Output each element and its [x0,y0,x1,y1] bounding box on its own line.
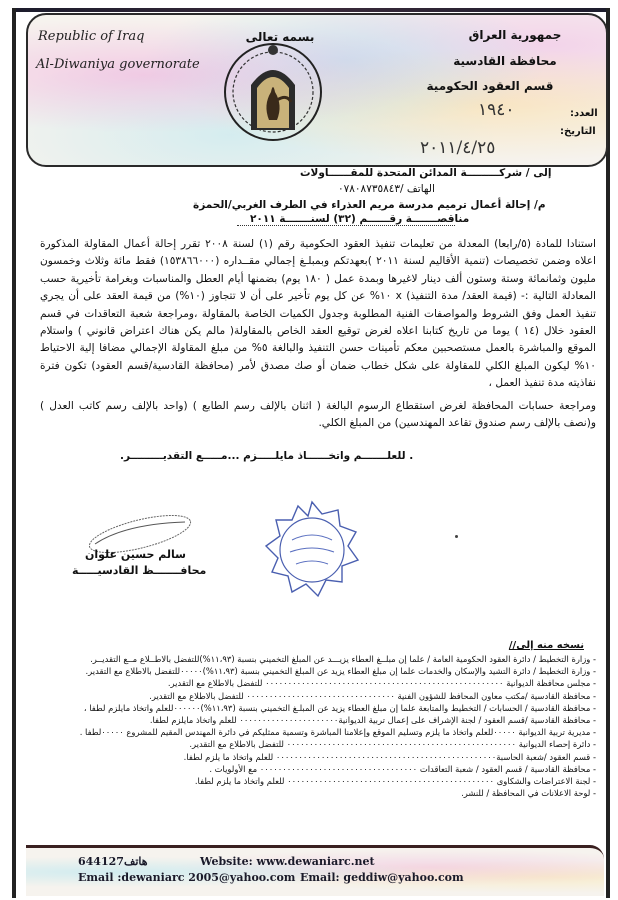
scan-speck [455,535,458,538]
copy-recipient-item: - وزارة التخطيط / دائرة التشيد والإسكان والخدمات علما إن مبلغ العطاء يزيد عن المبلغ التخميني بنسبة (١١،٩٣%)٠٠٠٠٠للتفضل بالاطلاع مع التقدير. [85,666,596,677]
header-english-governorate: Al-Diwaniya governorate [36,57,200,72]
footer-phone: هاتف644127 [78,855,148,868]
footer-email-primary[interactable]: Email :dewaniarc 2005@yahoo.com [78,871,296,884]
copy-recipient-item: - محافظة القادسية /مكتب معاون المحافظ للشؤون الفنية ٠٠٠٠٠٠٠٠٠٠٠٠٠٠٠٠٠٠٠٠٠٠٠٠٠٠٠٠٠٠٠٠٠ للتفضل بالاطلاع مع التقدير. [149,690,596,701]
copy-recipient-item: - مجلس محافظة الديوانية ٠٠٠٠٠٠٠٠٠٠٠٠٠٠٠٠٠٠٠٠٠٠٠٠٠٠٠٠٠٠٠٠٠٠٠٠٠٠٠٠٠٠٠٠٠٠٠٠٠٠٠٠٠ للتفضل بالاطلاع مع التقدير. [167,678,596,689]
page-frame-left [12,8,16,898]
separator-dotted-line [237,225,455,226]
copy-recipient-item: - قسم العقود /شعبة الحاسبة٠٠٠٠٠٠٠٠٠٠٠٠٠٠٠٠٠٠٠٠٠٠٠٠٠٠٠٠٠٠٠٠٠٠٠٠٠٠٠٠٠٠٠٠٠٠٠٠٠ للعلم واتخاذ ما يلزم لطفا. [183,751,596,762]
footer-website[interactable]: Website: www.dewaniarc.net [200,855,375,868]
header-english-country: Republic of Iraq [38,29,145,44]
copies-list [40,653,596,799]
copies-heading: نسخه منه إلى// [508,640,584,651]
signatory-name: سالم حسين علوان [85,548,186,561]
copy-recipient-item: - دائرة إحصاء الديوانية ٠٠٠٠٠٠٠٠٠٠٠٠٠٠٠٠٠٠٠٠٠٠٠٠٠٠٠٠٠٠٠٠٠٠٠٠٠٠٠٠٠٠٠٠٠٠٠٠٠٠٠ للتفضل بالاطلاع مع التقدير. [189,739,596,750]
header-arabic-country: جمهورية العراق [468,28,562,42]
copy-recipient-item: - لوحة الاعلانات في المحافظة / للنشر. [461,788,596,799]
footer-email-secondary[interactable]: Email: geddiw@yahoo.com [300,871,464,884]
recipient-line: إلى / شركـــــــــة المدائن المتحدة للمقــــــاولات [300,167,552,179]
signatory-title: محافـــــــظ القادسيـــــة [72,564,207,577]
body-paragraph-fees: ومراجعة حسابات المحافظة لغرض استقطاع الرسوم البالغة ( اثنان بالإلف رسم الطابع ) (واحد بالإلف رسم كاتب العدل ) و(نصف بالإلف رسم صندوق تقاعد المهندسين) من المبلغ الكلي. [40,400,596,430]
recipient-phone: الهاتف /٠٧٨٠٨٧٣٥٨٤٣ [338,183,435,195]
date-label: التاريخ: [560,126,596,137]
header-arabic-governorate: محافظة القادسية [453,54,557,68]
tender-line: مناقصـــــــة رقــــــم (٣٢) لسنـــــــة ٢٠١١ [250,213,470,225]
copy-recipient-item: - لجنة الاعتراضات والشكاوى ٠٠٠٠٠٠٠٠٠٠٠٠٠٠٠٠٠٠٠٠٠٠٠٠٠٠٠٠٠٠٠٠٠٠٠٠٠٠٠٠٠٠٠٠٠٠ للعلم واتخاذ ما يلزم لطفا. [194,776,596,787]
copy-recipient-item: - مديرية تربية الديوانية ٠٠٠٠٠للعلم واتخاذ ما يلزم وتسليم الموقع وإعلامنا المباشرة وتسمية ممثليكم في دائرة المهندس المقيم للمشروع ٠٠٠٠٠لطفا . [79,727,596,738]
subject-line: م/ إحالة أعمال ترميم مدرسة مريم العذراء في الطرف الغربي/الحمزة [193,199,546,211]
closing-line: . للعلـــــــم واتخــــــاذ مايلـــــزم ...مـــــع التقديـــــــــر. [120,450,414,462]
header-arabic-department: قسم العقود الحكومية [426,79,554,93]
body-paragraph-main: استنادا للمادة (٥/رابعا) المعدلة من تعليمات تنفيذ العقود الحكومية رقم (١) لسنة ٢٠٠٨ تقرر إحالة أعمال المقاولة المذكورة اعلاه وضمن تخصيصات (تنمية الأقاليم لسنة ٢٠١١ )بعهدتكم وبمبلـغ إجمالي مقــداره (١٥٣٨٦٦٠٠٠) فقط مائة وثلاث وخمسون مليون وثمانمائة وستة وستون ألف دينار لاغيرها وبمدة عمل ( ١٨٠ يوم) بضمنها أيام العطل والمناسبات وبغرامة تأخيرية حسب المعادلة التالية :- (قيمة العقد/ مدة التنفيذ) x ١٠% عن كل يوم تأخير على أن لا تتجاوز (١٠%) من قيمة العقد على أن يجري تنفيذ العمل وفق الشروط والمواصفات الفنية المطلوبة وجدول الكميات الخاصة بالمقاولة ،ومراجعة شعبة التعاقدات في قسم العقود خلال (١٤ ) يوما من تاريخ كتابنا اعلاه لغرض توقيع العقد الخاص بالمقاولة( مالم يكن هناك اعتراض قانوني ) واستلام الموقع والمباشرة بالعمل مستصحبين معكم تأمينات حسن التنفيذ والبالغة ٥% من مبلغ المقاولة الإجمالي مضافا إلية الاحتياط ١٠% ليكون المبلغ الكلي للمقاولة على شكل خطاب ضمان أو صك مصدق لأمر (محافظة القادسية/قسم العقود) تكون فترة نفاذيته مدة تنفيذ العمل ، [40,238,597,390]
letter-date-value: ٢٠١١/٤/٢٥ [420,138,496,158]
governorate-emblem-icon [213,30,327,144]
official-stamp-icon [262,500,362,600]
number-label: العدد: [570,108,598,119]
header-basmala: بسمه تعالى [245,30,315,44]
copy-recipient-item: - محافظة القادسية / الحسابات / التخطيط والمتابعة علما إن مبلغ العطاء يزيد عن المبلـغ التخميني بنسبة (١١،٩٣%)٠٠٠٠٠٠للعلم واتخاذ مايلزم لطفا ، [83,702,596,713]
copy-recipient-item: - محافظة القادسية / قسم العقود / شعبة التعاقدات ٠٠٠٠٠٠٠٠٠٠٠٠٠٠٠٠٠٠٠٠٠٠٠٠٠٠٠٠٠٠٠٠٠٠٠ مع الأولويات . [209,763,596,774]
page-frame-top [12,8,610,12]
copy-recipient-item: - وزارة التخطيط / دائرة العقود الحكومية العامة / علما إن مبلــغ العطاء يزيـــد عن المبلغ التخميني بنسبة (١١،٩٣%)للتفضل بالاطــلاع مــع التقديــر. [90,654,596,664]
copy-recipient-item: - محافظة القادسية /قسم العقود / لجنة الإشراف على إعمال تربية الديوانية٠٠٠٠٠٠٠٠٠٠٠٠٠٠٠٠٠٠٠٠٠٠ للعلم واتخاذ مايلزم لطفا. [149,715,596,726]
letter-number-value: ١٩٤٠ [478,100,515,120]
